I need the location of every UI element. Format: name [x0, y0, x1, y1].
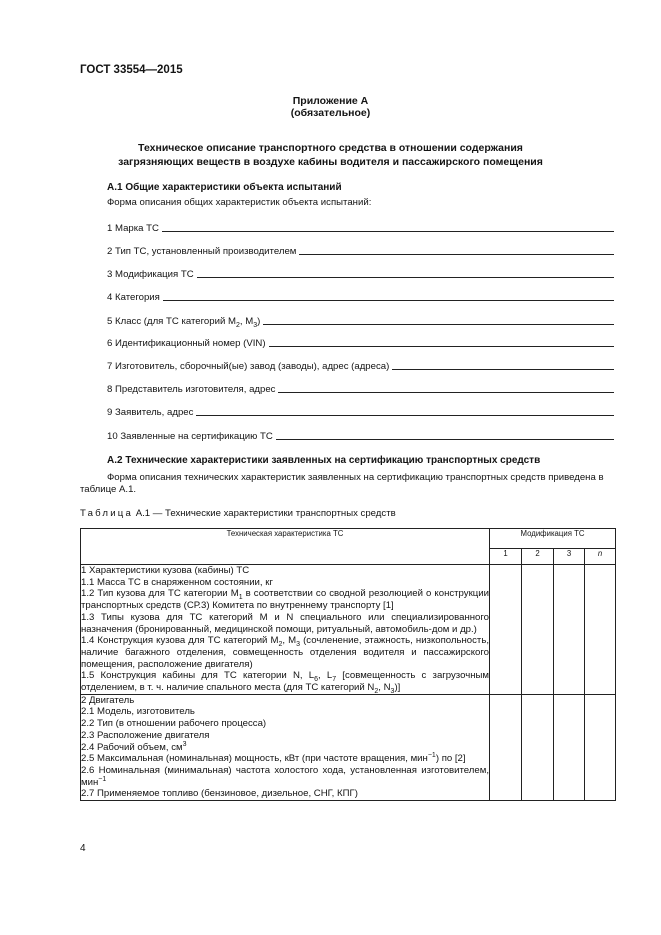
header-modification: Модификация ТС	[490, 529, 616, 549]
appendix-title: Приложение А	[292, 95, 369, 107]
engine-mod-1-cell[interactable]	[490, 694, 522, 800]
field-category	[107, 289, 614, 303]
body-mod-1-cell[interactable]	[490, 565, 522, 695]
field-brand	[107, 220, 614, 234]
field-representative-line[interactable]	[278, 391, 614, 393]
header-col-1: 1	[490, 549, 522, 565]
field-declared-vehicles	[107, 428, 614, 442]
field-brand-line[interactable]	[162, 230, 614, 232]
engine-mod-2-cell[interactable]	[522, 694, 554, 800]
table-header-row	[81, 529, 616, 549]
section-a2-title: А.2 Технические характеристики заявленных на сертификацию транспортных средств	[107, 455, 541, 466]
table-row	[81, 565, 616, 695]
field-representative	[107, 381, 614, 395]
section-a2-intro: Форма описания технических характеристик заявленных на сертификацию транспортных средств приведена в таблице А.1.	[80, 472, 604, 495]
field-declared-vehicles-line[interactable]	[276, 438, 614, 440]
field-class	[107, 313, 614, 327]
appendix-heading-line1: Техническое описание транспортного средства в отношении содержания	[138, 142, 523, 154]
field-manufacturer	[107, 358, 614, 372]
header-col-n: n	[585, 549, 616, 565]
field-declared-vehicles-label: 10 Заявленные на сертификацию ТС	[107, 431, 273, 442]
field-modification	[107, 266, 614, 280]
page-number: 4	[80, 843, 86, 854]
header-characteristic: Техническая характеристика ТС	[81, 529, 490, 565]
table-row	[81, 694, 616, 800]
field-category-label: 4 Категория	[107, 292, 160, 303]
header-col-3: 3	[554, 549, 585, 565]
field-vin	[107, 335, 614, 349]
table-caption	[80, 508, 396, 519]
field-brand-label: 1 Марка ТС	[107, 223, 159, 234]
field-applicant-line[interactable]	[196, 414, 614, 416]
field-manufacturer-label: 7 Изготовитель, сборочный(ые) завод (заводы), адрес (адреса)	[107, 361, 390, 372]
field-representative-label: 8 Представитель изготовителя, адрес	[107, 384, 276, 395]
field-applicant-label: 9 Заявитель, адрес	[107, 407, 194, 418]
section-a1-intro: Форма описания общих характеристик объекта испытаний:	[107, 197, 372, 208]
body-mod-2-cell[interactable]	[522, 565, 554, 695]
engine-characteristics-cell: 2 Двигатель 2.1 Модель, изготовитель 2.2 Тип (в отношении рабочего процесса) 2.3 Расположение двигателя 2.4 Рабочий объем, $см^3$ 2.5 Максимальная (номинальная) мощность, кВт (при частоте вращения, мин$^{-1}$) по [2] 2.6 Номинальная (минимальная) частота холостого хода, установленная изготовителем, мин$^{-1}$ 2.7 Применяемое топливо (бензиновое, дизельное, СНГ, КПГ)	[81, 694, 489, 800]
body-characteristics-cell: 1 Характеристики кузова (кабины) ТС 1.1 Масса ТС в снаряженном состоянии, кг 1.2 Тип кузова для ТС категории $M_1$ в соответствии со сводной резолюцией о конструкции транспортных средств (СР.3) Комитета по внутреннему транспорту [1] 1.3 Типы кузова для ТС категорий M и N специального или специализированного назначения (бронированный, медицинской помощи, ритуальный, автомобиль-дом и др.) 1.4 Конструкция кузова для ТС категорий $M_2$, $M_3$ (сочленение, этажность, низкопольность, наличие багажного отделения, совмещенность отделения водителя и пассажирского помещения, расположение двигателя) 1.5 Конструкция кабины для ТС категории N, $L_6$, $L_7$ [совмещенность с загрузочным отделением, в т. ч. наличие спального места (для ТС категорий $N_2$, $N_3$)]	[81, 565, 490, 695]
field-type-line[interactable]	[299, 253, 614, 255]
field-modification-label: 3 Модификация ТС	[107, 269, 194, 280]
body-mod-n-cell[interactable]	[585, 565, 616, 695]
field-manufacturer-line[interactable]	[392, 368, 614, 370]
appendix-subtitle: (обязательное)	[290, 107, 371, 119]
header-col-2: 2	[522, 549, 554, 565]
body-mod-3-cell[interactable]	[554, 565, 585, 695]
engine-mod-n-cell[interactable]	[585, 694, 616, 800]
field-vin-line[interactable]	[269, 345, 614, 347]
field-type	[107, 243, 614, 257]
field-applicant	[107, 404, 614, 418]
field-class-line[interactable]	[263, 323, 614, 325]
document-code: ГОСТ 33554—2015	[80, 64, 183, 76]
engine-mod-3-cell[interactable]	[554, 694, 585, 800]
field-type-label: 2 Тип ТС, установленный производителем	[107, 246, 297, 257]
appendix-heading-line2: загрязняющих веществ в воздухе кабины водителя и пассажирского помещения	[118, 156, 543, 168]
table-caption-text: А.1 — Технические характеристики транспортных средств	[135, 508, 396, 519]
field-class-label: 5 Класс (для ТС категорий $M_2$, $M_3$)	[107, 316, 261, 329]
characteristics-table	[80, 528, 616, 801]
table-caption-word: Таблица	[80, 508, 134, 519]
section-a1-title: А.1 Общие характеристики объекта испытаний	[107, 182, 342, 193]
field-modification-line[interactable]	[197, 276, 614, 278]
field-vin-label: 6 Идентификационный номер (VIN)	[107, 338, 266, 349]
field-category-line[interactable]	[163, 299, 614, 301]
